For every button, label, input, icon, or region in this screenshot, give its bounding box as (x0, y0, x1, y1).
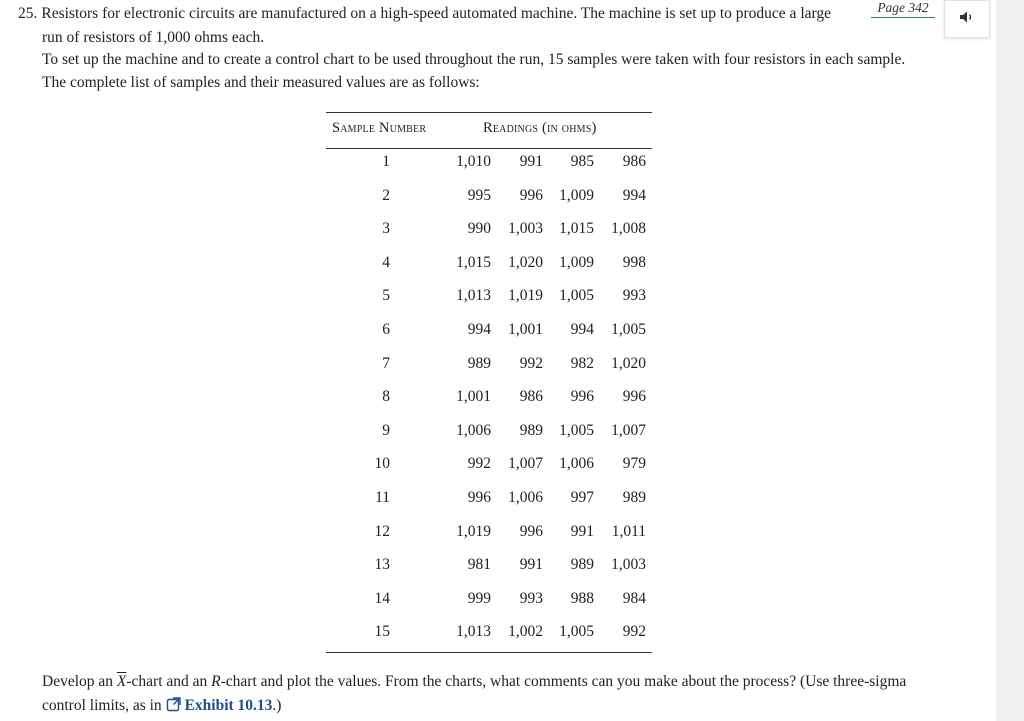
speaker-icon (959, 10, 975, 29)
reading-cell: 984 (622, 589, 646, 607)
question-text-1: Develop an (42, 673, 117, 690)
reading-cell: 1,007 (611, 421, 646, 439)
sample-number-cell: 8 (382, 388, 390, 406)
reading-cell: 994 (622, 186, 646, 204)
reading-cell: 992 (519, 354, 543, 372)
reading-cell: 1,005 (559, 421, 594, 439)
reading-cell: 1,005 (611, 321, 646, 338)
reading-cell: 1,019 (508, 287, 543, 305)
table-row (326, 556, 652, 590)
reading-cell: 988 (570, 589, 594, 607)
setup-paragraph: To set up the machine and to create a control chart to be used throughout the run, 15 samples were taken with four resistors in each sample. The complete list of samples and their measured values are as follows: (42, 51, 906, 91)
reading-cell: 1,006 (559, 455, 594, 473)
reading-cell: 989 (622, 489, 646, 506)
reading-cell: 981 (467, 556, 491, 574)
scrollbar-track[interactable] (996, 0, 1024, 721)
reading-cell: 992 (467, 455, 491, 473)
sample-number-cell: 9 (382, 421, 390, 439)
reading-cell: 989 (570, 556, 594, 574)
reading-cell: 995 (467, 186, 491, 204)
sample-number-cell: 1 (382, 153, 390, 170)
header-sample-number: Sample Number (332, 120, 427, 136)
exhibit-link-label: Exhibit 10.13 (184, 697, 273, 714)
reading-cell: 996 (519, 186, 543, 204)
reading-cell: 1,001 (508, 321, 543, 338)
question-text-end: .) (272, 697, 282, 714)
reading-cell: 1,009 (559, 186, 594, 204)
reading-cell: 1,011 (611, 522, 646, 540)
table-top-rule (326, 112, 652, 113)
question-paragraph (42, 670, 922, 720)
reading-cell: 994 (570, 321, 594, 338)
sample-number-cell: 15 (374, 623, 390, 641)
reading-cell: 1,003 (611, 556, 646, 574)
reading-cell: 991 (519, 556, 543, 574)
sample-number-cell: 6 (382, 321, 390, 338)
table-row (326, 590, 652, 624)
reading-cell: 994 (467, 321, 491, 338)
exhibit-link[interactable] (166, 697, 273, 714)
reading-cell: 996 (467, 489, 491, 506)
reading-cell: 1,009 (559, 253, 594, 271)
table-row (326, 388, 652, 422)
sample-number-cell: 11 (375, 489, 390, 506)
reading-cell: 1,020 (508, 253, 543, 271)
reading-cell: 1,006 (456, 421, 491, 439)
reading-cell: 982 (570, 354, 594, 372)
sample-number-cell: 2 (382, 186, 390, 204)
table-row (326, 422, 652, 456)
reading-cell: 996 (570, 388, 594, 406)
reading-cell: 996 (622, 388, 646, 406)
reading-cell: 1,015 (559, 220, 594, 238)
reading-cell: 996 (519, 522, 543, 540)
sample-number-cell: 10 (374, 455, 390, 473)
sample-number-cell: 3 (382, 220, 390, 238)
reading-cell: 979 (622, 455, 646, 473)
audio-button[interactable] (944, 0, 990, 38)
page-marker: Page 342 (871, 0, 935, 18)
reading-cell: 1,020 (611, 354, 646, 372)
reading-cell: 999 (467, 589, 491, 607)
reading-cell: 1,010 (456, 153, 491, 170)
reading-cell: 986 (622, 153, 646, 170)
intro-line-1: Resistors for electronic circuits are manufactured on a high-speed automated machine. The machine is set up to produce a large (41, 5, 832, 22)
reading-cell: 1,008 (611, 220, 646, 238)
table-row (326, 355, 652, 389)
problem-intro (18, 2, 918, 50)
reading-cell: 1,013 (456, 623, 491, 641)
external-link-icon (166, 696, 182, 720)
reading-cell: 992 (622, 623, 646, 641)
reading-cell: 993 (519, 589, 543, 607)
reading-cell: 985 (570, 153, 594, 170)
table-row (326, 153, 652, 187)
sample-number-cell: 5 (382, 287, 390, 305)
table-row (326, 287, 652, 321)
xbar-symbol: $\overline{X}$ (116, 673, 127, 690)
question-text-2: -chart and an (126, 673, 212, 690)
reading-cell: 993 (622, 287, 646, 305)
reading-cell: 1,007 (508, 455, 543, 473)
reading-cell: 997 (570, 489, 594, 506)
sample-number-cell: 4 (382, 253, 390, 271)
reading-cell: 1,013 (456, 287, 491, 305)
reading-cell: 998 (622, 253, 646, 271)
reading-cell: 1,002 (508, 623, 543, 641)
reading-cell: 1,003 (508, 220, 543, 238)
sample-number-cell: 7 (382, 354, 390, 372)
reading-cell: 1,005 (559, 287, 594, 305)
table-row (326, 254, 652, 288)
reading-cell: 989 (519, 421, 543, 439)
reading-cell: 1,006 (508, 489, 543, 506)
question-text-3: -chart and plot the values. From the charts, what comments can you make about the process? (Use three-sigma control limits, as in (42, 673, 907, 714)
sample-number-cell: 14 (374, 589, 390, 607)
table-header-rule (326, 148, 652, 149)
table-row (326, 220, 652, 254)
table-row (326, 523, 652, 557)
reading-cell: 1,015 (456, 253, 491, 271)
table-row (326, 187, 652, 221)
intro-line-2: run of resistors of 1,000 ohms each. (42, 29, 265, 46)
reading-cell: 991 (570, 522, 594, 540)
table-row (326, 321, 652, 355)
sample-number-cell: 12 (374, 522, 390, 540)
header-readings: Readings (in ohms) (483, 120, 597, 136)
table-row (326, 455, 652, 489)
sample-number-cell: 13 (374, 556, 390, 574)
table-row (326, 489, 652, 523)
r-symbol: R (211, 673, 221, 690)
problem-number: 25. (18, 5, 38, 22)
table-bottom-rule (326, 652, 652, 653)
reading-cell: 990 (467, 220, 491, 238)
reading-cell: 1,001 (456, 388, 491, 406)
reading-cell: 989 (467, 354, 491, 372)
reading-cell: 1,005 (559, 623, 594, 641)
reading-cell: 986 (519, 388, 543, 406)
reading-cell: 991 (519, 153, 543, 170)
reading-cell: 1,019 (456, 522, 491, 540)
